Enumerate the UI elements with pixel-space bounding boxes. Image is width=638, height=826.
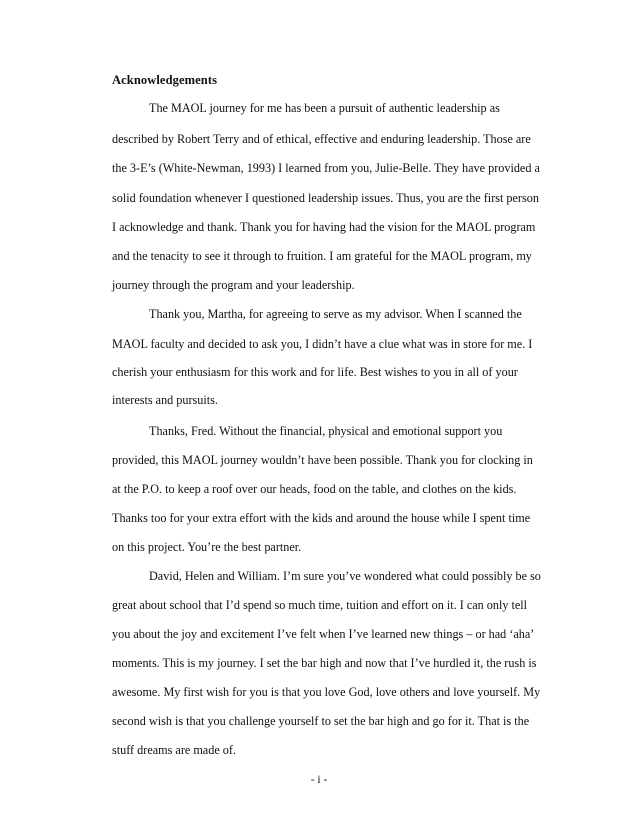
body-line: solid foundation whenever I questioned leadership issues. Thus, you are the first person [112, 191, 539, 205]
body-line: at the P.O. to keep a roof over our heads, food on the table, and clothes on the kids. [112, 482, 517, 496]
page-heading: Acknowledgements [112, 73, 218, 87]
body-line: Thanks too for your extra effort with the kids and around the house while I spent time [112, 511, 531, 525]
body-line: great about school that I’d spend so much time, tuition and effort on it. I can only tell [112, 598, 528, 612]
body-line: the 3-E’s (White-Newman, 1993) I learned from you, Julie-Belle. They have provided a [112, 161, 540, 175]
body-line: provided, this MAOL journey wouldn’t have been possible. Thank you for clocking in [112, 453, 533, 467]
body-line: interests and pursuits. [112, 393, 218, 407]
body-line: moments. This is my journey. I set the bar high and now that I’ve hurdled it, the rush is [112, 656, 537, 670]
body-line: journey through the program and your leadership. [112, 278, 355, 292]
body-line: awesome. My first wish for you is that you love God, love others and love yourself. My [112, 685, 541, 699]
body-line: on this project. You’re the best partner. [112, 540, 302, 554]
body-line: David, Helen and William. I’m sure you’ve wondered what could possibly be so [149, 569, 541, 583]
body-line: second wish is that you challenge yourself to set the bar high and go for it. That is the [112, 714, 530, 728]
body-line: Thanks, Fred. Without the financial, physical and emotional support you [149, 424, 503, 438]
body-line: The MAOL journey for me has been a pursuit of authentic leadership as [149, 101, 500, 115]
body-line: I acknowledge and thank. Thank you for having had the vision for the MAOL program [112, 220, 536, 234]
body-line: and the tenacity to see it through to fruition. I am grateful for the MAOL program, my [112, 249, 532, 263]
body-line: described by Robert Terry and of ethical, effective and enduring leadership. Those are [112, 132, 531, 146]
page-number: - i - [310, 774, 328, 786]
body-line: you about the joy and excitement I’ve felt when I’ve learned new things – or had ‘aha’ [112, 627, 535, 641]
body-line: MAOL faculty and decided to ask you, I didn’t have a clue what was in store for me. I [112, 337, 533, 351]
body-line: cherish your enthusiasm for this work and for life. Best wishes to you in all of your [112, 365, 518, 379]
body-line: Thank you, Martha, for agreeing to serve as my advisor. When I scanned the [149, 307, 522, 321]
body-line: stuff dreams are made of. [112, 743, 236, 757]
